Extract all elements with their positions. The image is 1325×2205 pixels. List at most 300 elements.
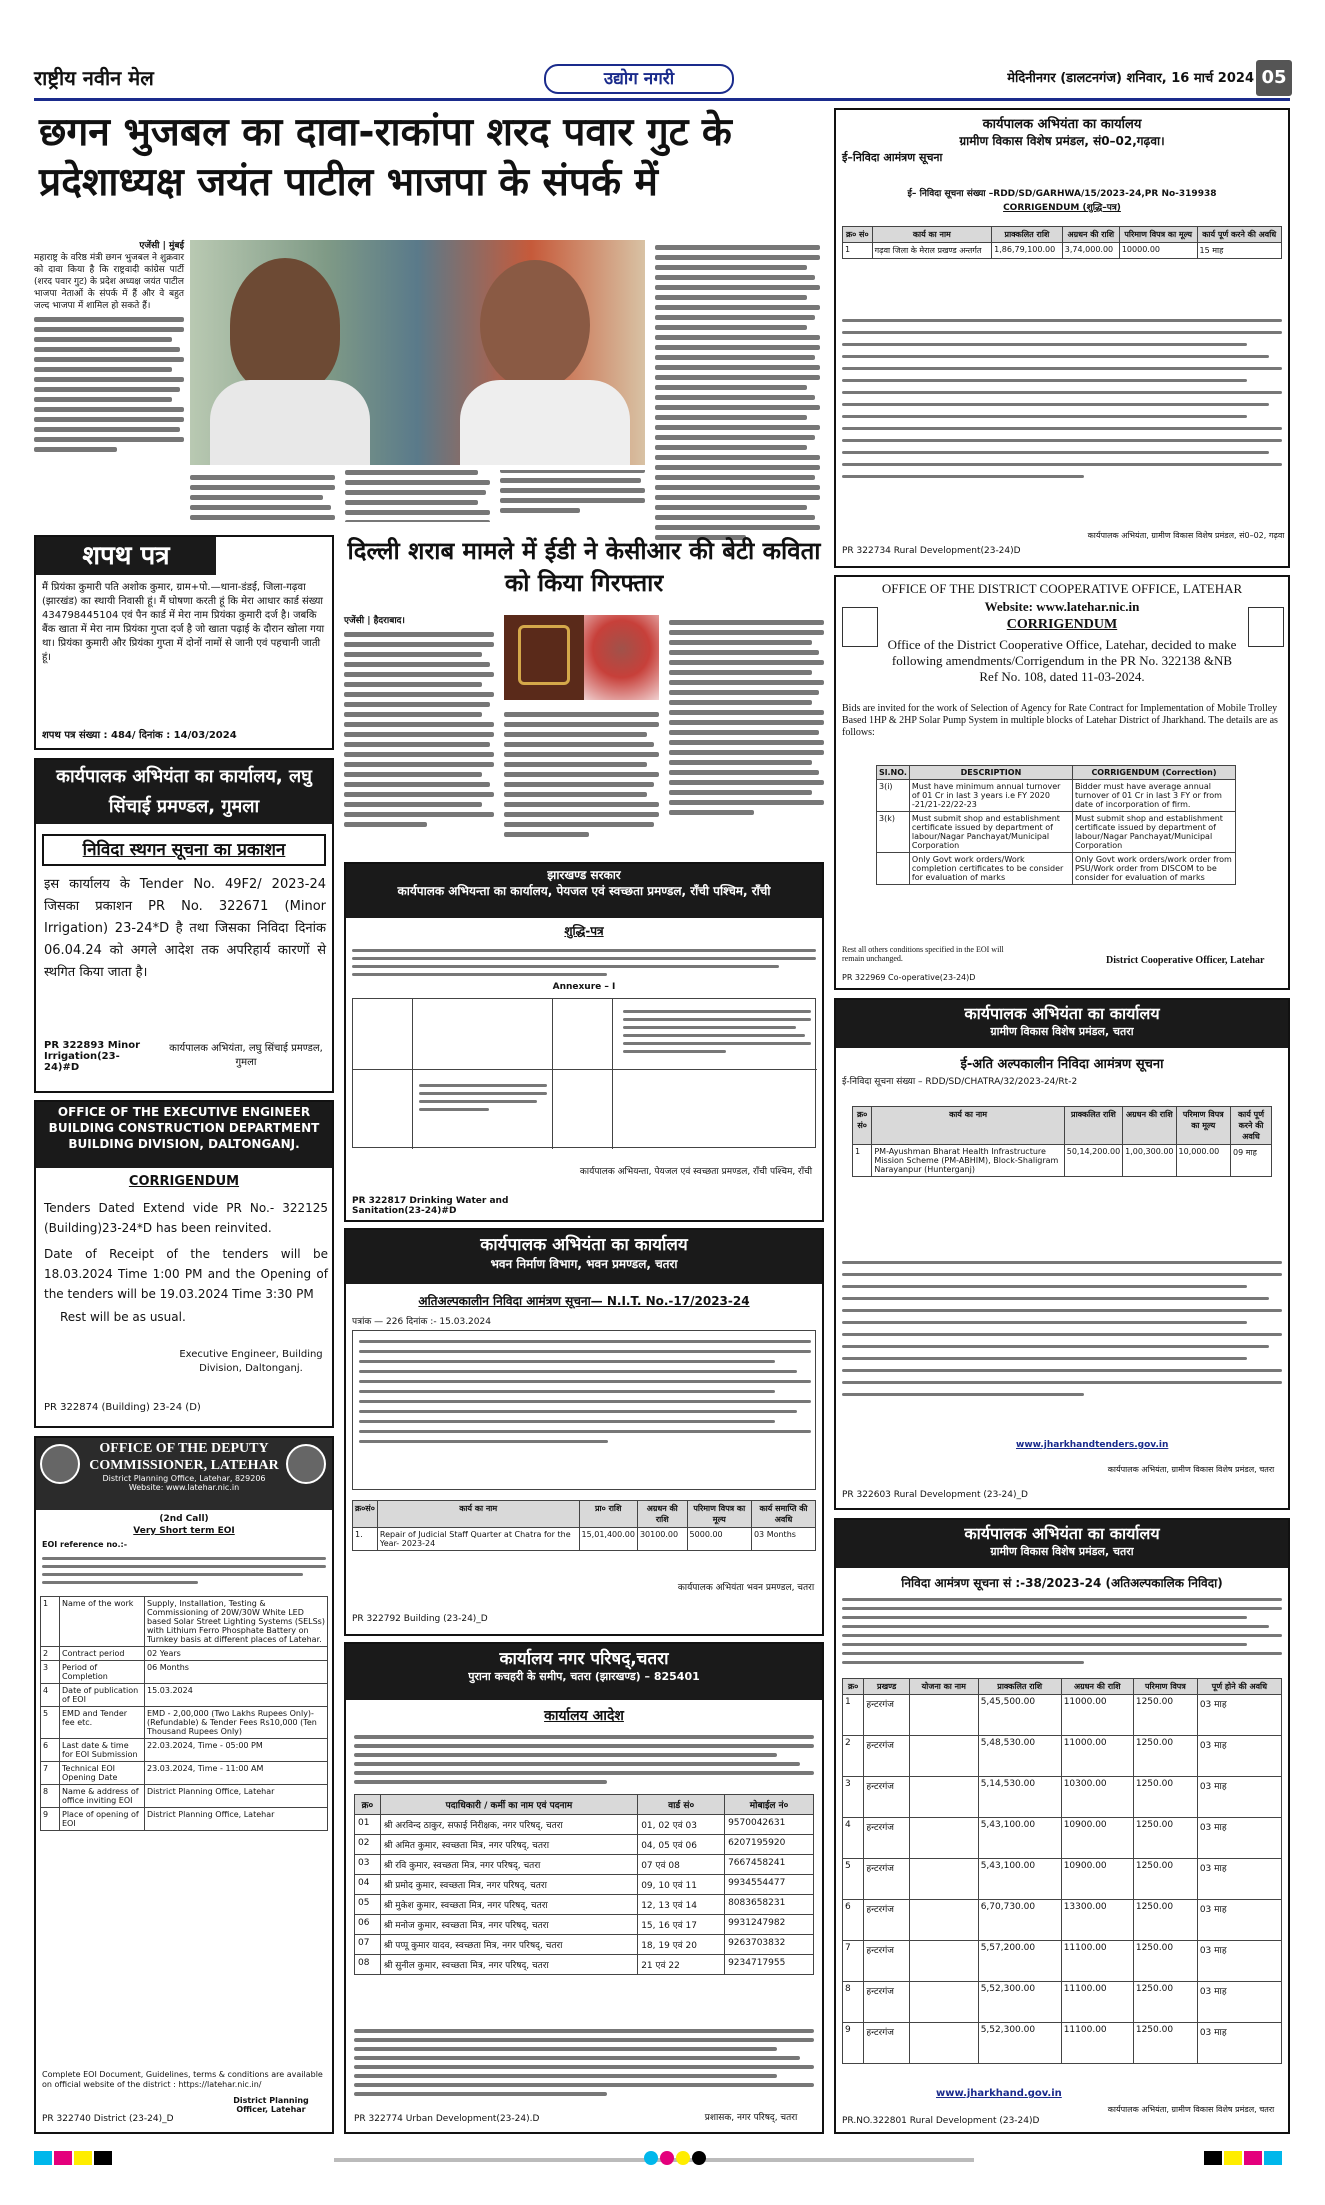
table-cell: Must have minimum annual turnover of 01 Cr in last 3 years i.e FY 2020 -21/21-22/22-23 <box>909 780 1072 812</box>
column-header: परिमाण विपत्र का मूल्य <box>1176 1107 1231 1145</box>
chatra-rural-sign: कार्यपालक अभियंता, ग्रामीण विकास विशेष प्रमंडल, चतरा <box>1107 1465 1275 1474</box>
table-header-row <box>355 1795 814 1815</box>
table-cell: 1250.00 <box>1133 2023 1197 2064</box>
table-cell: 06 <box>355 1915 381 1935</box>
chatra-rural-title: कार्यपालक अभियंता का कार्यालय <box>964 1004 1160 1023</box>
latehar-call2: Very Short term EOI <box>133 1526 235 1536</box>
table-cell: Must submit shop and establishment certificate issued by department of labour/Nagar Panchayat/Municipal Corporation <box>909 812 1072 853</box>
table-header-row <box>353 1501 816 1528</box>
ranchi-pr: PR 322817 Drinking Water and Sanitation(23-24)#D <box>352 1196 509 1216</box>
page-number: 05 <box>1256 60 1292 96</box>
table-cell: श्री अरविन्द ठाकुर, सफाई निरीक्षक, नगर परिषद्, चतरा <box>380 1815 637 1835</box>
table-cell: 03 माह <box>1197 1941 1281 1982</box>
table-cell: 12, 13 एवं 14 <box>638 1895 725 1915</box>
table-cell: 3,74,000.00 <box>1062 243 1119 259</box>
table-cell: 1,00,300.00 <box>1123 1145 1176 1177</box>
daltonganj-p1: Tenders Dated Extend vide PR No.- 322125 (Building)23-24*D has been reinvited. <box>44 1201 328 1235</box>
table-cell: Name of the work <box>60 1597 145 1647</box>
chatra-nit38-nit: निविदा आमंत्रण सूचना सं :-38/2023-24 (अतिअल्पकालिक निविदा) <box>901 1576 1223 1590</box>
table-cell: Technical EOI Opening Date <box>60 1762 145 1785</box>
table-row <box>41 1785 328 1808</box>
table-cell: 2 <box>843 1736 864 1777</box>
table-cell: श्री रवि कुमार, स्वच्छता मित्र, नगर परिषद्, चतरा <box>380 1855 637 1875</box>
column-header: DESCRIPTION <box>909 766 1072 780</box>
column-header: अग्रधन की राशि <box>1061 1679 1133 1695</box>
table-cell: District Planning Office, Latehar <box>145 1808 328 1831</box>
ranchi-title: कार्यपालक अभियन्ता का कार्यालय, पेयजल एवं स्वच्छता प्रमण्डल, राँची पश्चिम, राँची <box>397 884 771 898</box>
table-cell: Only Govt work orders/work order from PSU/Work order from DISCOM to be consider for evaluation of marks <box>1072 853 1235 885</box>
chatra-nit38-pr: PR.NO.322801 Rural Development (23-24)D <box>842 2116 1040 2126</box>
column-header: क्र० <box>843 1679 864 1695</box>
lead-photo <box>190 240 645 465</box>
table-cell: 8 <box>843 1982 864 2023</box>
table-cell: 9934554477 <box>725 1875 814 1895</box>
daltonganj-sign: Executive Engineer, Building Division, Daltonganj. <box>179 1349 323 1374</box>
table-cell: 1 <box>853 1145 872 1177</box>
daltonganj-pr: PR 322874 (Building) 23-24 (D) <box>44 1402 201 1413</box>
column-header: क्र० <box>355 1795 381 1815</box>
print-color-bar <box>34 2150 1290 2170</box>
column-header: अग्रधन की राशि <box>1062 227 1119 243</box>
column-header: कार्य पूर्ण करने की अवधि <box>1197 227 1281 243</box>
column-header: क्र०सं० <box>353 1501 378 1528</box>
table-cell: हन्टरगंज <box>864 1777 910 1818</box>
table-cell: 3(k) <box>877 812 910 853</box>
table-row <box>41 1707 328 1739</box>
kavitha-photo <box>584 615 659 700</box>
table-cell: PM-Ayushman Bharat Health Infrastructure Mission Scheme (PM-ABHIM), Block-Shaligram Narayanpur (Hunterganj) <box>872 1145 1064 1177</box>
column-header: अग्रधन की राशि <box>1123 1107 1176 1145</box>
table-cell <box>909 1982 978 2023</box>
table-row <box>355 1835 814 1855</box>
chatra-building-sign: कार्यपालक अभियंता भवन प्रमण्डल, चतरा <box>677 1583 815 1593</box>
table-cell: 10,000.00 <box>1176 1145 1231 1177</box>
table-row <box>355 1815 814 1835</box>
chatra-nit38-subtitle: ग्रामीण विकास विशेष प्रमंडल, चतरा <box>990 1545 1134 1558</box>
ranchi-annex-table <box>352 998 816 1148</box>
table-cell: 5,43,100.00 <box>978 1818 1061 1859</box>
chatra-nit38-title: कार्यपालक अभियंता का कार्यालय <box>964 1524 1160 1543</box>
table-cell: 9234717955 <box>725 1955 814 1975</box>
table-cell: हन्टरगंज <box>864 1818 910 1859</box>
table-cell: 03 माह <box>1197 1736 1281 1777</box>
table-row <box>41 1684 328 1707</box>
column-header: कार्य का नाम <box>872 227 992 243</box>
table-cell: 5,45,500.00 <box>978 1695 1061 1736</box>
cooperative-title: OFFICE OF THE DISTRICT COOPERATIVE OFFICE, LATEHAR <box>881 581 1243 596</box>
table-cell: 15 माह <box>1197 243 1281 259</box>
gumla-pr: PR 322893 Minor Irrigation(23-24)#D <box>44 1040 141 1073</box>
table-cell: 1250.00 <box>1133 1736 1197 1777</box>
latehar-sign: District Planning Officer, Latehar <box>233 2096 309 2114</box>
garhwa-pr: PR 322734 Rural Development(23-24)D <box>842 546 1021 556</box>
table-row <box>355 1875 814 1895</box>
chatra-building-subtitle: भवन निर्माण विभाग, भवन प्रमण्डल, चतरा <box>490 1257 678 1271</box>
table-cell: 03 माह <box>1197 1900 1281 1941</box>
table-row <box>877 853 1236 885</box>
table-row <box>843 1777 1282 1818</box>
table-cell: 8083658231 <box>725 1895 814 1915</box>
column-header: पदाधिकारी / कर्मी का नाम एवं पदनाम <box>380 1795 637 1815</box>
table-cell: 07 एवं 08 <box>638 1855 725 1875</box>
table-cell: 9931247982 <box>725 1915 814 1935</box>
column-header: प्राक्कलित राशि <box>1064 1107 1122 1145</box>
lead-intro: महाराष्ट्र के वरिष्ठ मंत्री छगन भुजबल ने शुक्रवार को दावा किया है कि राष्ट्रवादी कांग्रेस पार्टी (शरद पवार गुट) के प्रदेश अध्यक्ष जयंत पाटील भाजपा नेताओं के संपर्क में हैं और वे बहुत जल्द भाजपा में शामिल हो सकते हैं। <box>34 253 184 311</box>
latehar-header <box>36 1438 332 1510</box>
table-cell: 15.03.2024 <box>145 1684 328 1707</box>
nagar-parishad-address: पुराना कचहरी के समीप, चतरा (झारखण्ड) – 825401 <box>468 1670 700 1683</box>
table-cell: 1. <box>353 1528 378 1551</box>
table-row <box>877 780 1236 812</box>
table-row <box>843 1695 1282 1736</box>
cooperative-footer: Rest all others conditions specified in the EOI will remain unchanged. <box>842 945 1004 963</box>
table-row <box>877 812 1236 853</box>
affidavit-title: शपथ पत्र <box>36 537 216 575</box>
table-row <box>843 1982 1282 2023</box>
table-row <box>41 1762 328 1785</box>
table-cell: 3 <box>41 1661 60 1684</box>
table-cell: हन्टरगंज <box>864 1695 910 1736</box>
table-cell: 15,01,400.00 <box>579 1528 637 1551</box>
table-cell: 5,43,100.00 <box>978 1859 1061 1900</box>
table-row <box>843 1900 1282 1941</box>
column-header: कार्य का नाम <box>377 1501 579 1528</box>
latehar-website: Website: www.latehar.nic.in <box>128 1483 240 1492</box>
chatra-building-nit: अतिअल्पकालीन निविदा आमंत्रण सूचना— N.I.T. No.-17/2023-24 <box>418 1294 750 1308</box>
table-cell: Repair of Judicial Staff Quarter at Chatra for the Year- 2023-24 <box>377 1528 579 1551</box>
table-cell: 6,70,730.00 <box>978 1900 1061 1941</box>
table-cell: 03 माह <box>1197 1695 1281 1736</box>
lead-story-col4 <box>655 240 820 570</box>
table-cell: हन्टरगंज <box>864 2023 910 2064</box>
table-cell <box>909 1900 978 1941</box>
table-cell: 09, 10 एवं 11 <box>638 1875 725 1895</box>
table-cell <box>909 1818 978 1859</box>
table-cell: 7 <box>843 1941 864 1982</box>
table-cell: हन्टरगंज <box>864 1736 910 1777</box>
table-cell: 06 Months <box>145 1661 328 1684</box>
table-cell: Place of opening of EOI <box>60 1808 145 1831</box>
table-cell: 04, 05 एवं 06 <box>638 1835 725 1855</box>
nagar-parishad-sign: प्रशासक, नगर परिषद्, चतरा <box>704 2113 798 2123</box>
table-cell: 8 <box>41 1785 60 1808</box>
table-cell: श्री प्रमोद कुमार, स्वच्छता मित्र, नगर परिषद्, चतरा <box>380 1875 637 1895</box>
nagar-parishad-pr: PR 322774 Urban Development(23-24).D <box>354 2114 540 2124</box>
latehar-call: (2nd Call) <box>159 1514 209 1524</box>
table-cell: श्री मुकेश कुमार, स्वच्छता मित्र, नगर परिषद्, चतरा <box>380 1895 637 1915</box>
gumla-notice <box>34 758 334 1093</box>
column-header: क्र० सं० <box>853 1107 872 1145</box>
cooperative-pr: PR 322969 Co-operative(23-24)D <box>842 973 976 982</box>
column-header: CORRIGENDUM (Correction) <box>1072 766 1235 780</box>
column-header: प्राक्कलित राशि <box>992 227 1063 243</box>
chatra-building-notice <box>344 1228 824 1636</box>
table-cell: Only Govt work orders/Work completion certificates to be consider for evaluation of marks <box>909 853 1072 885</box>
latehar-ref: EOI reference no.:- <box>42 1540 128 1549</box>
chatra-building-work-table <box>352 1500 816 1551</box>
emblem-icon <box>40 1444 80 1484</box>
column-header: प्रखण्ड <box>864 1679 910 1695</box>
column-header: वार्ड सं० <box>638 1795 725 1815</box>
latehar-subtitle: District Planning Office, Latehar, 829206 <box>102 1474 266 1483</box>
chatra-rural-subtitle: ग्रामीण विकास विशेष प्रमंडल, चतरा <box>990 1025 1134 1038</box>
table-cell: Bidder must have average annual turnover of 01 Cr in last 3 FY or from date of incorporation of firm. <box>1072 780 1235 812</box>
affidavit-box <box>34 535 334 750</box>
cooperative-notice <box>834 575 1290 990</box>
ed-logo-photo <box>504 615 584 700</box>
table-cell: 03 माह <box>1197 1982 1281 2023</box>
column-header: प्राक्कलित राशि <box>978 1679 1061 1695</box>
table-cell: 08 <box>355 1955 381 1975</box>
gumla-subtitle: निविदा स्थगन सूचना का प्रकाशन <box>42 834 326 866</box>
garhwa-title: कार्यपालक अभियंता का कार्यालय <box>982 117 1142 132</box>
table-cell: 1 <box>843 1695 864 1736</box>
person-right-shirt <box>460 380 630 465</box>
table-cell: Period of Completion <box>60 1661 145 1684</box>
lead-headline-block <box>34 108 824 238</box>
table-cell: 5,52,300.00 <box>978 1982 1061 2023</box>
table-cell: Supply, Installation, Testing & Commissioning of 20W/30W White LED based Solar Street Lighting Systems (SELSs) with Lithium Ferro Phosphate Battery on Turnkey basis at different places of Latehar. <box>145 1597 328 1647</box>
table-row <box>355 1935 814 1955</box>
table-cell: 1250.00 <box>1133 1941 1197 1982</box>
affidavit-body: मैं प्रियंका कुमारी पति अशोक कुमार, ग्राम+पो.—थाना-डंडई, जिला-गढ़वा (झारखंड) का स्थायी निवासी हूं। मैं घोषणा करती हूं कि मेरा आधार कार्ड संख्या 434798445104 एवं पैन कार्ड में मेरा नाम प्रियंका कुमारी दर्ज है। जबकि बैंक खाता में मेरा नाम प्रियंका गुप्ता दर्ज है जो खाता पढ़ाई के दौरान खोला गया था। प्रियंका कुमारी और प्रियंका गुप्ता में दोनों नामों से जानी एवं पहचानी जाती हूं। <box>42 582 325 663</box>
ranchi-subtitle: शुद्धि-पत्र <box>564 924 604 938</box>
column-header: कार्य का नाम <box>872 1107 1064 1145</box>
column-header: परिमाण विपत्र <box>1133 1679 1197 1695</box>
table-row <box>853 1145 1272 1177</box>
table-cell: 1,86,79,100.00 <box>992 243 1063 259</box>
table-cell: 1250.00 <box>1133 1818 1197 1859</box>
garhwa-notice <box>834 108 1290 568</box>
table-cell <box>909 1777 978 1818</box>
table-cell: 1 <box>41 1597 60 1647</box>
ranchi-sign: कार्यपालक अभियन्ता, पेयजल एवं स्वच्छता प्रमण्डल, राँची पश्चिम, राँची <box>579 1167 813 1177</box>
chatra-rural-table <box>852 1106 1272 1177</box>
table-cell: Last date & time for EOI Submission <box>60 1739 145 1762</box>
table-cell: 05 <box>355 1895 381 1915</box>
table-cell: 7 <box>41 1762 60 1785</box>
chatra-nit38-table <box>842 1678 1282 2064</box>
chatra-nit38-website[interactable]: www.jharkhand.gov.in <box>936 2088 1062 2099</box>
table-row <box>843 1941 1282 1982</box>
table-cell: 11100.00 <box>1061 1982 1133 2023</box>
table-cell: हन्टरगंज <box>864 1941 910 1982</box>
table-row <box>843 1736 1282 1777</box>
table-cell: 11000.00 <box>1061 1695 1133 1736</box>
chatra-building-pr: PR 322792 Building (23-24)_D <box>352 1614 488 1624</box>
nagar-parishad-subtitle: कार्यालय आदेश <box>544 1708 624 1724</box>
table-row <box>41 1808 328 1831</box>
table-cell: 6 <box>41 1739 60 1762</box>
garhwa-ref: ई– निविदा सूचना संख्या –RDD/SD/GARHWA/15/2023-24,PR No-319938 <box>907 189 1217 199</box>
table-cell <box>909 2023 978 2064</box>
table-cell: श्री सुनील कुमार, स्वच्छता मित्र, नगर परिषद्, चतरा <box>380 1955 637 1975</box>
column-header: प्रा० राशि <box>579 1501 637 1528</box>
table-cell: श्री अमित कुमार, स्वच्छता मित्र, नगर परिषद्, चतरा <box>380 1835 637 1855</box>
table-cell: 5,14,530.00 <box>978 1777 1061 1818</box>
chatra-rural-pr: PR 322603 Rural Development (23-24)_D <box>842 1490 1028 1500</box>
table-row <box>843 1818 1282 1859</box>
table-cell: 50,14,200.00 <box>1064 1145 1122 1177</box>
table-cell: Contract period <box>60 1647 145 1661</box>
table-header-row <box>843 227 1282 243</box>
table-cell <box>909 1695 978 1736</box>
table-cell: 5,57,200.00 <box>978 1941 1061 1982</box>
table-header-row <box>843 1679 1282 1695</box>
column-header: परिमाण विपत्र का मूल्य <box>1119 227 1197 243</box>
table-cell: 13300.00 <box>1061 1900 1133 1941</box>
table-header-row <box>853 1107 1272 1145</box>
latehar-intro-lines <box>42 1552 326 1589</box>
cooperative-website: Website: www.latehar.nic.in <box>984 599 1140 614</box>
table-cell: गढ़वा जिला के मेराल प्रखण्ड अन्तर्गत <box>872 243 992 259</box>
chatra-rural-ref: ई-निविदा सूचना संख्या – RDD/SD/CHATRA/32/2023-24/Rt-2 <box>842 1077 1078 1087</box>
table-cell: श्री पप्पू कुमार यादव, स्वच्छता मित्र, नगर परिषद्, चतरा <box>380 1935 637 1955</box>
table-cell: 9263703832 <box>725 1935 814 1955</box>
lead-story-col1 <box>34 240 184 570</box>
table-cell: 4 <box>843 1818 864 1859</box>
table-cell: 10900.00 <box>1061 1859 1133 1900</box>
table-cell: 3(i) <box>877 780 910 812</box>
kavitha-dateline: एजेंसी | हैदराबाद। <box>344 616 405 626</box>
ranchi-header: झारखण्ड सरकार <box>547 868 621 882</box>
column-header: मोबाईल नं० <box>725 1795 814 1815</box>
person-right-figure <box>480 260 590 390</box>
nagar-parishad-title: कार्यालय नगर परिषद्,चतरा <box>499 1649 669 1669</box>
table-cell <box>909 1941 978 1982</box>
table-cell: EMD - 2,00,000 (Two Lakhs Rupees Only)-(Refundable) & Tender Fees Rs10,000 (Ten Thousand Rupees Only) <box>145 1707 328 1739</box>
nagar-parishad-notice <box>344 1642 824 2134</box>
column-header: परिमाण विपत्र का मूल्य <box>687 1501 751 1528</box>
table-row <box>355 1915 814 1935</box>
table-cell: 01 <box>355 1815 381 1835</box>
chatra-rural-website[interactable]: www.jharkhandtenders.gov.in <box>1016 1440 1169 1450</box>
table-row <box>41 1661 328 1684</box>
table-cell: 4 <box>41 1684 60 1707</box>
table-cell: 9570042631 <box>725 1815 814 1835</box>
paper-name: राष्ट्रीय नवीन मेल <box>34 66 154 90</box>
lead-dateline: एजेंसी | मुंबई <box>139 241 184 251</box>
table-cell: 03 Months <box>751 1528 815 1551</box>
table-cell: 11100.00 <box>1061 2023 1133 2064</box>
table-cell: 02 <box>355 1835 381 1855</box>
chatra-building-dates-table <box>352 1330 816 1490</box>
table-cell: 6 <box>843 1900 864 1941</box>
table-cell: 3 <box>843 1777 864 1818</box>
table-cell: 2 <box>41 1647 60 1661</box>
garhwa-table <box>842 226 1282 259</box>
kavitha-headline: दिल्ली शराब मामले में ईडी ने केसीआर की बेटी कविता को किया गिरफ्तार <box>347 537 821 597</box>
chatra-rural-nit: ई-अति अल्पकालीन निविदा आमंत्रण सूचना <box>960 1057 1164 1072</box>
table-cell: 5 <box>843 1859 864 1900</box>
table-cell: 1250.00 <box>1133 1695 1197 1736</box>
masthead-rule <box>34 98 1290 101</box>
table-cell: EMD and Tender fee etc. <box>60 1707 145 1739</box>
table-cell: 6207195920 <box>725 1835 814 1855</box>
table-cell: 03 माह <box>1197 1859 1281 1900</box>
column-header: योजना का नाम <box>909 1679 978 1695</box>
table-cell: 23.03.2024, Time - 11:00 AM <box>145 1762 328 1785</box>
table-cell: 10000.00 <box>1119 243 1197 259</box>
table-row <box>353 1528 816 1551</box>
table-cell: 11000.00 <box>1061 1736 1133 1777</box>
table-cell: 10300.00 <box>1061 1777 1133 1818</box>
chatra-rural-notice <box>834 998 1290 1510</box>
table-cell: 5,52,300.00 <box>978 2023 1061 2064</box>
table-cell: श्री मनोज कुमार, स्वच्छता मित्र, नगर परिषद्, चतरा <box>380 1915 637 1935</box>
table-cell: 1250.00 <box>1133 1982 1197 2023</box>
table-cell: Name & address of office inviting EOI <box>60 1785 145 1808</box>
table-cell: 5,48,530.00 <box>978 1736 1061 1777</box>
table-cell: Date of publication of EOI <box>60 1684 145 1707</box>
daltonganj-p2: Date of Receipt of the tenders will be 18.03.2024 Time 1:00 PM and the Opening of the tenders will be 19.03.2024 Time 3:30 PM <box>44 1247 328 1301</box>
table-cell: 01, 02 एवं 03 <box>638 1815 725 1835</box>
table-cell: 15, 16 एवं 17 <box>638 1915 725 1935</box>
table-cell: 10900.00 <box>1061 1818 1133 1859</box>
table-row <box>843 2023 1282 2064</box>
table-cell: 1250.00 <box>1133 1777 1197 1818</box>
table-header-row <box>877 766 1236 780</box>
garhwa-corrigendum: CORRIGENDUM (शुद्धि–पत्र) <box>1003 203 1121 213</box>
ranchi-annex: Annexure – I <box>552 982 616 992</box>
table-cell: 1250.00 <box>1133 1859 1197 1900</box>
cooperative-table <box>876 765 1236 885</box>
table-cell: 18, 19 एवं 20 <box>638 1935 725 1955</box>
affidavit-footer: शपथ पत्र संख्या : 484/ दिनांक : 14/03/2024 <box>42 730 237 741</box>
table-row <box>843 1859 1282 1900</box>
daltonganj-title: OFFICE OF THE EXECUTIVE ENGINEER BUILDING CONSTRUCTION DEPARTMENT BUILDING DIVISION, DALTONGANJ. <box>36 1102 332 1168</box>
garhwa-subtitle2: ई–निविदा आमंत्रण सूचना <box>842 151 943 164</box>
table-cell: 9 <box>843 2023 864 2064</box>
table-row <box>355 1855 814 1875</box>
gumla-title: कार्यपालक अभियंता का कार्यालय, लघु सिंचाई प्रमण्डल, गुमला <box>36 760 332 824</box>
chatra-building-title: कार्यपालक अभियंता का कार्यालय <box>480 1235 688 1255</box>
person-left-figure <box>230 258 340 393</box>
table-cell: हन्टरगंज <box>864 1982 910 2023</box>
latehar-eoi-table <box>40 1596 328 1831</box>
table-cell <box>909 1859 978 1900</box>
table-cell: 03 माह <box>1197 2023 1281 2064</box>
table-row <box>355 1895 814 1915</box>
table-cell: 21 एवं 22 <box>638 1955 725 1975</box>
cooperative-intro: Bids are invited for the work of Selection of Agency for Rate Contract for Implementation of Mobile Trolley Based 1HP & 2HP Solar Pump System in multiple blocks of Latehar District of Jharkhand. The details are as follows: <box>842 703 1278 738</box>
table-cell: 1 <box>843 243 873 259</box>
table-cell: 22.03.2024, Time - 05:00 PM <box>145 1739 328 1762</box>
table-row <box>355 1955 814 1975</box>
cooperative-body: Office of the District Cooperative Office, Latehar, decided to make following amendments/Corrigendum in the PR No. 322138 &NB Ref No. 108, dated 11-03-2024. <box>887 637 1237 684</box>
table-cell: हन्टरगंज <box>864 1859 910 1900</box>
dateline: मेदिनीनगर (डालटनगंज) शनिवार, 16 मार्च 2024 <box>1007 71 1254 86</box>
gumla-sign: कार्यपालक अभियंता, लघु सिंचाई प्रमण्डल, गुमला <box>169 1043 323 1068</box>
chatra-nit38-notice <box>834 1518 1290 2134</box>
table-cell: 1250.00 <box>1133 1900 1197 1941</box>
masthead <box>34 60 1290 100</box>
kavitha-headline-block <box>344 535 824 615</box>
column-header: पूर्ण होने की अवधि <box>1197 1679 1281 1695</box>
person-left-shirt <box>210 380 370 465</box>
nagar-parishad-table <box>354 1794 814 1975</box>
table-cell: 03 माह <box>1197 1818 1281 1859</box>
column-header: क्र० सं० <box>843 227 873 243</box>
table-cell: 5000.00 <box>687 1528 751 1551</box>
section-title: उद्योग नगरी <box>544 64 734 94</box>
ed-badge-icon <box>518 625 570 685</box>
table-row <box>41 1647 328 1661</box>
chatra-nit38-sign: कार्यपालक अभियंता, ग्रामीण विकास विशेष प्रमंडल, चतरा <box>1107 2105 1275 2114</box>
table-cell: 9 <box>41 1808 60 1831</box>
column-header: अग्रधन की राशि <box>637 1501 687 1528</box>
latehar-footer: Complete EOI Document, Guidelines, terms & conditions are available on official website of the district : https://latehar.nic.in/ <box>42 2070 323 2089</box>
